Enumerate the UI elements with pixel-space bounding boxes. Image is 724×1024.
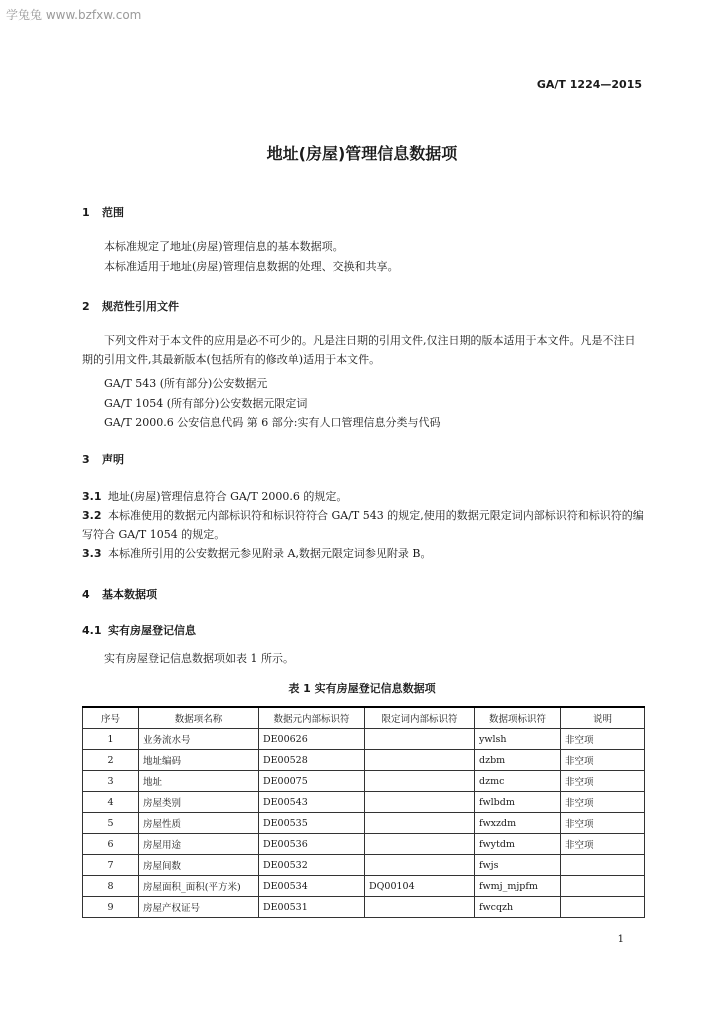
clause-number: 3.2 — [82, 509, 102, 522]
table-row — [83, 834, 645, 855]
document-title: 地址(房屋)管理信息数据项 — [266, 144, 458, 163]
section-1-heading — [82, 204, 124, 220]
cell-element-id: DE00626 — [259, 729, 365, 750]
cell-name: 地址 — [139, 771, 259, 792]
table-row — [83, 792, 645, 813]
cell-name: 房屋面积_面积(平方米) — [139, 876, 259, 897]
cell-qualifier-id — [365, 750, 475, 771]
cell-index: 6 — [83, 834, 139, 855]
clause-text: 本标准使用的数据元内部标识符和标识符符合 GA/T 543 的规定,使用的数据元限定词内部标识符和标识符的编写符合 GA/T 1054 的规定。 — [82, 509, 644, 541]
cell-qualifier-id — [365, 771, 475, 792]
standard-code: GA/T 1224—2015 — [536, 78, 642, 91]
cell-index: 9 — [83, 897, 139, 918]
section-title: 规范性引用文件 — [102, 300, 179, 313]
header-cell-element-id: 数据元内部标识符 — [259, 707, 365, 729]
section-number: 3 — [82, 453, 90, 466]
cell-name: 房屋产权证号 — [139, 897, 259, 918]
header-cell-index: 序号 — [83, 707, 139, 729]
section-number: 4 — [82, 588, 90, 601]
data-items-table — [82, 706, 645, 918]
cell-element-id: DE00528 — [259, 750, 365, 771]
cell-element-id: DE00534 — [259, 876, 365, 897]
cell-index: 4 — [83, 792, 139, 813]
cell-item-id: fwxzdm — [475, 813, 561, 834]
subsection-number: 4.1 — [82, 624, 102, 637]
cell-name: 房屋间数 — [139, 855, 259, 876]
cell-index: 5 — [83, 813, 139, 834]
cell-note: 非空项 — [561, 813, 645, 834]
cell-note: 非空项 — [561, 834, 645, 855]
table-row — [83, 729, 645, 750]
cell-element-id: DE00536 — [259, 834, 365, 855]
table-title: 表 1 实有房屋登记信息数据项 — [288, 682, 436, 695]
page-number: 1 — [617, 934, 624, 945]
clause — [82, 488, 347, 504]
table-row — [83, 876, 645, 897]
clause-text: 地址(房屋)管理信息符合 GA/T 2000.6 的规定。 — [108, 490, 348, 503]
table-row — [83, 750, 645, 771]
table-row — [83, 771, 645, 792]
cell-note: 非空项 — [561, 750, 645, 771]
header-cell-item-id: 数据项标识符 — [475, 707, 561, 729]
cell-index: 8 — [83, 876, 139, 897]
cell-qualifier-id — [365, 855, 475, 876]
section-title: 基本数据项 — [102, 588, 157, 601]
clause-text: 本标准所引用的公安数据元参见附录 A,数据元限定词参见附录 B。 — [108, 547, 432, 560]
cell-item-id: dzbm — [475, 750, 561, 771]
watermark: 学兔兔 www.bzfxw.com — [6, 8, 142, 22]
cell-qualifier-id — [365, 834, 475, 855]
section-number: 1 — [82, 206, 90, 219]
section-2-heading — [82, 298, 179, 314]
clause-number: 3.3 — [82, 547, 102, 560]
cell-element-id: DE00532 — [259, 855, 365, 876]
table-row — [83, 897, 645, 918]
cell-index: 2 — [83, 750, 139, 771]
cell-name: 房屋用途 — [139, 834, 259, 855]
cell-item-id: fwjs — [475, 855, 561, 876]
cell-item-id: ywlsh — [475, 729, 561, 750]
cell-index: 3 — [83, 771, 139, 792]
section-number: 2 — [82, 300, 90, 313]
cell-qualifier-id — [365, 813, 475, 834]
subsection-title: 实有房屋登记信息 — [108, 624, 196, 637]
table-row — [83, 813, 645, 834]
section-title: 范围 — [102, 206, 124, 219]
section-title: 声明 — [102, 453, 124, 466]
header-cell-note: 说明 — [561, 707, 645, 729]
cell-qualifier-id: DQ00104 — [365, 876, 475, 897]
table-header-row — [83, 707, 645, 729]
reference-item: GA/T 543 (所有部分)公安数据元 — [104, 377, 268, 390]
cell-note: 非空项 — [561, 771, 645, 792]
clause — [82, 506, 646, 544]
section-4-heading — [82, 586, 157, 602]
clause-number: 3.1 — [82, 490, 102, 503]
cell-name: 地址编码 — [139, 750, 259, 771]
cell-item-id: fwmj_mjpfm — [475, 876, 561, 897]
cell-note: 非空项 — [561, 792, 645, 813]
cell-element-id: DE00531 — [259, 897, 365, 918]
section-3-heading — [82, 451, 124, 467]
cell-qualifier-id — [365, 792, 475, 813]
reference-item: GA/T 2000.6 公安信息代码 第 6 部分:实有人口管理信息分类与代码 — [104, 416, 441, 429]
cell-name: 房屋性质 — [139, 813, 259, 834]
cell-item-id: fwcqzh — [475, 897, 561, 918]
cell-note — [561, 855, 645, 876]
paragraph: 实有房屋登记信息数据项如表 1 所示。 — [104, 652, 294, 665]
paragraph: 本标准规定了地址(房屋)管理信息的基本数据项。 — [104, 240, 344, 253]
paragraph: 下列文件对于本文件的应用是必不可少的。凡是注日期的引用文件,仅注日期的版本适用于本文件。凡是不注日期的引用文件,其最新版本(包括所有的修改单)适用于本文件。 — [82, 334, 636, 366]
cell-name: 业务流水号 — [139, 729, 259, 750]
cell-note — [561, 897, 645, 918]
clause — [82, 545, 432, 561]
cell-index: 1 — [83, 729, 139, 750]
header-cell-name: 数据项名称 — [139, 707, 259, 729]
cell-item-id: fwytdm — [475, 834, 561, 855]
cell-item-id: dzmc — [475, 771, 561, 792]
header-cell-qualifier-id: 限定词内部标识符 — [365, 707, 475, 729]
cell-item-id: fwlbdm — [475, 792, 561, 813]
reference-item: GA/T 1054 (所有部分)公安数据元限定词 — [104, 397, 308, 410]
cell-element-id: DE00075 — [259, 771, 365, 792]
cell-name: 房屋类别 — [139, 792, 259, 813]
cell-index: 7 — [83, 855, 139, 876]
subsection-4-1-heading — [82, 622, 196, 638]
paragraph: 本标准适用于地址(房屋)管理信息数据的处理、交换和共享。 — [104, 260, 399, 273]
cell-qualifier-id — [365, 729, 475, 750]
cell-element-id: DE00543 — [259, 792, 365, 813]
cell-note — [561, 876, 645, 897]
cell-note: 非空项 — [561, 729, 645, 750]
cell-qualifier-id — [365, 897, 475, 918]
cell-element-id: DE00535 — [259, 813, 365, 834]
table-row — [83, 855, 645, 876]
